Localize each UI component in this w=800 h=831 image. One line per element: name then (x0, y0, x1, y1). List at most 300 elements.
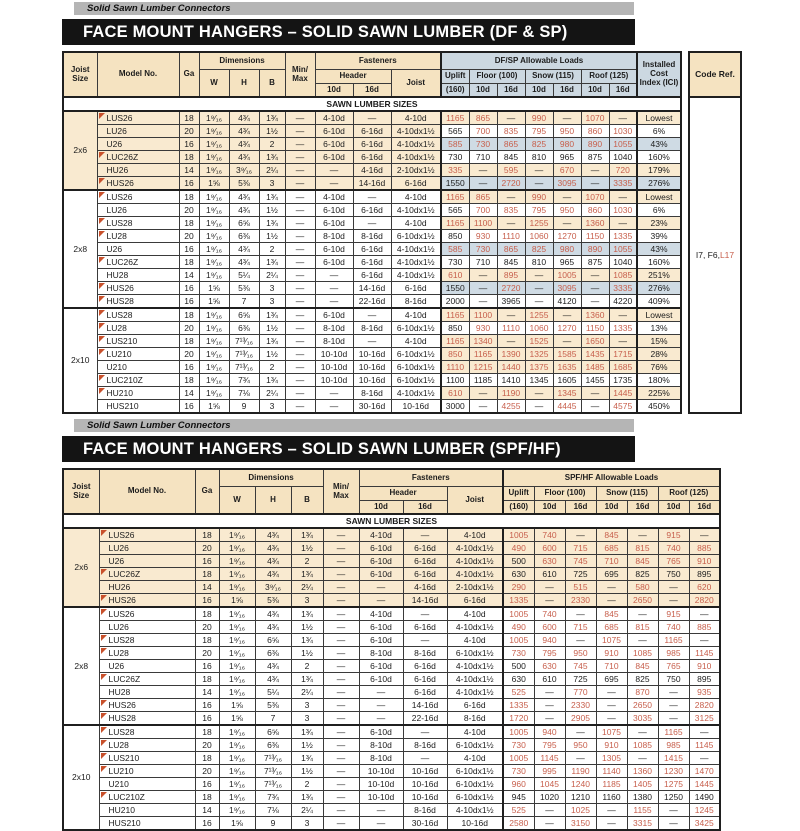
cell-width: 1⁹⁄₁₆ (199, 138, 229, 151)
cell-load-value: 950 (553, 125, 581, 138)
col-header-uplift-160: (160) (503, 501, 534, 515)
cell-model-no: LU26 (97, 125, 179, 138)
cell-height: 5¼ (255, 686, 291, 699)
cell-ga: 16 (195, 594, 219, 608)
code-ref-column (688, 51, 742, 414)
cell-load-value: 930 (469, 230, 497, 243)
col-header-floor-100: Floor (100) (469, 70, 525, 84)
cell-header-16d: 4-16d (403, 581, 447, 594)
cell-load-value: — (609, 217, 637, 230)
cell-load-value: 585 (441, 243, 469, 256)
cell-load-value: 490 (503, 542, 534, 555)
table-row (63, 607, 720, 621)
table-row (63, 594, 720, 608)
table-row (63, 269, 681, 282)
cell-ga: 18 (179, 256, 199, 269)
cell-header-10d: — (359, 699, 403, 712)
cell-load-value: 895 (497, 269, 525, 282)
cell-load-value: — (609, 335, 637, 348)
cell-load-value: — (469, 269, 497, 282)
new-product-flag-icon (99, 192, 105, 198)
cell-header-16d: 8-16d (353, 322, 391, 335)
col-header-dimensions: Dimensions (219, 469, 323, 487)
cell-load-value: 1070 (581, 111, 609, 125)
cell-height: 7¹³⁄₁₆ (255, 765, 291, 778)
cell-header-16d: 8-16d (403, 739, 447, 752)
cell-height: 4¾ (255, 673, 291, 686)
cell-load-value: — (565, 528, 596, 542)
cell-load-value: 810 (525, 256, 553, 269)
cell-seat: 1½ (291, 647, 323, 660)
cell-load-value: 910 (689, 555, 720, 568)
cell-load-value: — (525, 387, 553, 400)
cell-min-max: — (285, 151, 315, 164)
cell-height: 4¾ (229, 111, 259, 125)
cell-load-value: 895 (689, 568, 720, 581)
cell-joist-nails: 4-10d (391, 111, 441, 125)
cell-ga: 18 (195, 673, 219, 686)
cell-height: 4¾ (229, 204, 259, 217)
cell-min-max: — (323, 686, 359, 699)
cell-cost-index: 23% (637, 217, 681, 230)
cell-load-value: 1055 (609, 243, 637, 256)
table-row (63, 621, 720, 634)
cell-load-value: 1340 (469, 335, 497, 348)
cell-min-max: — (285, 243, 315, 256)
table-row (63, 151, 681, 164)
cell-load-value: 1715 (609, 348, 637, 361)
cell-load-value: 1085 (627, 739, 658, 752)
cell-ga: 16 (179, 400, 199, 414)
cell-ga: 16 (195, 712, 219, 726)
cell-load-value: 1060 (525, 322, 553, 335)
cell-load-value: — (497, 111, 525, 125)
cell-width: 1⅝ (199, 177, 229, 191)
cell-load-value: — (658, 817, 689, 831)
cell-load-value: — (627, 752, 658, 765)
cell-load-value: — (596, 594, 627, 608)
cell-load-value: 1075 (596, 634, 627, 647)
cell-ga: 20 (179, 125, 199, 138)
cell-ga: 16 (179, 138, 199, 151)
cell-joist-nails: 4-10d (391, 217, 441, 230)
cell-cost-index: 450% (637, 400, 681, 414)
cell-model-no: HU28 (99, 686, 195, 699)
cell-min-max: — (323, 673, 359, 686)
cell-header-10d: — (315, 295, 353, 309)
cell-load-value: 1165 (658, 634, 689, 647)
cell-load-value: — (581, 400, 609, 414)
col-header-installed-cost-index: Installed Cost Index (ICI) (637, 52, 681, 97)
table-row (63, 374, 681, 387)
col-header-header-nails: Header (359, 487, 447, 501)
cell-header-10d: 10-10d (359, 765, 403, 778)
col-header-w: W (219, 487, 255, 515)
cell-joist-nails: 6-16d (391, 177, 441, 191)
cell-seat: 2 (259, 243, 285, 256)
cell-ga: 14 (179, 269, 199, 282)
cell-load-value: 1550 (441, 177, 469, 191)
cell-load-value: 1470 (689, 765, 720, 778)
cell-header-16d: 14-16d (403, 594, 447, 608)
col-header-roof-16d: 16d (609, 84, 637, 98)
cell-header-16d: 8-16d (403, 647, 447, 660)
cell-load-value: 710 (469, 151, 497, 164)
cell-load-value: 885 (689, 542, 720, 555)
cell-min-max: — (323, 778, 359, 791)
cell-height: 7¹³⁄₁₆ (255, 778, 291, 791)
cell-joist-nails: 4-10dx1½ (447, 621, 503, 634)
cell-header-16d: 10-16d (403, 778, 447, 791)
cell-width: 1⁹⁄₁₆ (219, 528, 255, 542)
cell-model-no: HU210 (99, 804, 195, 817)
cell-load-value: 1255 (525, 308, 553, 322)
col-header-h: H (229, 70, 259, 98)
cell-load-value: 1005 (553, 269, 581, 282)
cell-load-value: — (627, 725, 658, 739)
cell-header-16d: 14-16d (403, 699, 447, 712)
cell-header-16d: 6-16d (353, 125, 391, 138)
cell-model-no: HUS210 (97, 400, 179, 414)
cell-ga: 20 (179, 204, 199, 217)
cell-width: 1⅝ (219, 594, 255, 608)
cell-ga: 18 (179, 151, 199, 164)
cell-width: 1⁹⁄₁₆ (199, 125, 229, 138)
cell-header-10d: — (359, 804, 403, 817)
cell-load-value: 3425 (689, 817, 720, 831)
cell-header-10d: — (359, 594, 403, 608)
cell-load-value: 825 (525, 138, 553, 151)
cell-load-value: 1085 (609, 269, 637, 282)
cell-model-no: LU28 (97, 322, 179, 335)
cell-width: 1⅝ (219, 817, 255, 831)
cell-ga: 16 (195, 817, 219, 831)
cell-load-value: 730 (503, 647, 534, 660)
cell-load-value: 730 (503, 765, 534, 778)
cell-load-value: — (497, 217, 525, 230)
table-header (63, 52, 681, 97)
cell-height: 7¹³⁄₁₆ (229, 348, 259, 361)
cell-min-max: — (323, 739, 359, 752)
cell-cost-index: Lowest (637, 190, 681, 204)
cell-load-value: 725 (565, 673, 596, 686)
cell-width: 1⁹⁄₁₆ (219, 621, 255, 634)
cell-load-value: 1345 (553, 387, 581, 400)
cell-cost-index: 6% (637, 204, 681, 217)
col-header-snow-115: Snow (115) (596, 487, 658, 501)
cell-min-max: — (285, 308, 315, 322)
cell-joist-nails: 4-10d (391, 335, 441, 348)
cell-load-value: 795 (525, 204, 553, 217)
cell-seat: 2¼ (291, 581, 323, 594)
cell-load-value: 2720 (497, 282, 525, 295)
col-header-min-max: Min/ Max (285, 52, 315, 97)
cell-load-value: 935 (689, 686, 720, 699)
cell-load-value: 525 (503, 686, 534, 699)
cell-model-no: LUS26 (97, 111, 179, 125)
col-header-snow-16d: 16d (627, 501, 658, 515)
cell-min-max: — (323, 528, 359, 542)
cell-width: 1⁹⁄₁₆ (219, 765, 255, 778)
cell-header-10d: 8-10d (315, 335, 353, 348)
cell-header-16d: — (353, 217, 391, 230)
cell-load-value: 630 (534, 660, 565, 673)
cell-load-value: — (553, 335, 581, 348)
cell-seat: 2 (259, 361, 285, 374)
cell-load-value: — (553, 190, 581, 204)
cell-load-value: 940 (534, 725, 565, 739)
cell-min-max: — (285, 322, 315, 335)
cell-load-value: 3965 (497, 295, 525, 309)
cell-load-value: 985 (658, 739, 689, 752)
cell-load-value: 4120 (553, 295, 581, 309)
cell-load-value: 1005 (503, 607, 534, 621)
cell-load-value: 990 (525, 111, 553, 125)
cell-load-value: 850 (441, 348, 469, 361)
table-row (63, 348, 681, 361)
table-row (63, 739, 720, 752)
cell-ga: 16 (195, 555, 219, 568)
table-row (63, 125, 681, 138)
sawn-lumber-sizes-row (63, 514, 720, 528)
table-row (63, 542, 720, 555)
cell-width: 1⅝ (199, 295, 229, 309)
cell-load-value: — (565, 725, 596, 739)
cell-min-max: — (285, 164, 315, 177)
col-header-floor-100: Floor (100) (534, 487, 596, 501)
cell-load-value: 850 (441, 230, 469, 243)
table-row (63, 400, 681, 414)
cell-load-value: 890 (581, 138, 609, 151)
cell-height: 4¾ (255, 528, 291, 542)
table-header (63, 469, 720, 514)
cell-min-max: — (285, 400, 315, 414)
table-row (63, 243, 681, 256)
cell-seat: 1½ (291, 542, 323, 555)
cell-min-max: — (323, 647, 359, 660)
col-header-snow-10d: 10d (525, 84, 553, 98)
cell-load-value: 1145 (689, 739, 720, 752)
cell-joist-nails: 4-10d (447, 607, 503, 621)
cell-min-max: — (285, 204, 315, 217)
joist-size-label: 2x8 (63, 190, 97, 308)
cell-model-no: U26 (99, 660, 195, 673)
cell-width: 1⁹⁄₁₆ (219, 791, 255, 804)
cell-load-value: 1185 (469, 374, 497, 387)
cell-load-value: 1190 (497, 387, 525, 400)
col-header-uplift: Uplift (503, 487, 534, 501)
cell-ga: 18 (179, 374, 199, 387)
col-header-uplift: Uplift (441, 70, 469, 84)
table-row (63, 555, 720, 568)
cell-joist-nails: 4-10dx1½ (447, 555, 503, 568)
cell-load-value: 695 (596, 673, 627, 686)
cell-header-16d: 8-16d (353, 387, 391, 400)
cell-load-value: 740 (534, 528, 565, 542)
cell-load-value: 2820 (689, 594, 720, 608)
cell-model-no: LU210 (99, 765, 195, 778)
cell-model-no: LUS28 (99, 634, 195, 647)
cell-joist-nails: 4-10d (447, 725, 503, 739)
cell-model-no: LU26 (97, 204, 179, 217)
cell-min-max: — (285, 111, 315, 125)
cell-cost-index: 28% (637, 348, 681, 361)
cell-load-value: 4445 (553, 400, 581, 414)
cell-min-max: — (285, 177, 315, 191)
cell-load-value: — (658, 594, 689, 608)
table-row (63, 190, 681, 204)
new-product-flag-icon (101, 530, 107, 536)
cell-width: 1⁹⁄₁₆ (199, 387, 229, 400)
cell-load-value: 3335 (609, 282, 637, 295)
table-row (63, 164, 681, 177)
cell-load-value: — (553, 308, 581, 322)
new-product-flag-icon (99, 113, 105, 119)
cell-cost-index: 160% (637, 256, 681, 269)
cell-seat: 1¾ (259, 335, 285, 348)
cell-min-max: — (285, 335, 315, 348)
cell-joist-nails: 6-10dx1½ (447, 791, 503, 804)
table-row (63, 568, 720, 581)
cell-header-10d: 10-10d (315, 374, 353, 387)
col-header-roof-10d: 10d (658, 501, 689, 515)
cell-height: 9 (255, 817, 291, 831)
cell-load-value: 1030 (609, 125, 637, 138)
cell-cost-index: 276% (637, 177, 681, 191)
joist-size-label: 2x10 (63, 725, 99, 830)
cell-seat: 1¾ (259, 256, 285, 269)
cell-load-value: — (525, 400, 553, 414)
cell-min-max: — (323, 594, 359, 608)
cell-model-no: LU28 (99, 647, 195, 660)
table-row (63, 528, 720, 542)
cell-load-value: — (534, 594, 565, 608)
cell-load-value: 1100 (469, 217, 497, 230)
new-product-flag-icon (99, 349, 105, 355)
cell-load-value: 950 (565, 647, 596, 660)
cell-height: 3⁹⁄₁₆ (255, 581, 291, 594)
cell-header-10d: 4-10d (315, 190, 353, 204)
cell-model-no: U26 (97, 243, 179, 256)
cell-height: 6⅜ (229, 230, 259, 243)
cell-load-value: — (689, 528, 720, 542)
cell-min-max: — (323, 699, 359, 712)
cell-load-value: 1270 (553, 230, 581, 243)
cell-seat: 2 (291, 555, 323, 568)
cell-load-value: 865 (469, 111, 497, 125)
cell-width: 1⅝ (219, 699, 255, 712)
cell-header-16d: 6-16d (403, 542, 447, 555)
cell-seat: 1½ (291, 739, 323, 752)
cell-load-value: 1650 (581, 335, 609, 348)
col-header-joist-size: Joist Size (63, 52, 97, 97)
cell-header-16d: 22-16d (353, 295, 391, 309)
cell-cost-index: 225% (637, 387, 681, 400)
new-product-flag-icon (101, 713, 107, 719)
cell-seat: 1¾ (291, 673, 323, 686)
cell-ga: 18 (195, 607, 219, 621)
cell-load-value: — (525, 164, 553, 177)
cell-load-value: 2330 (565, 594, 596, 608)
cell-joist-nails: 6-16d (447, 699, 503, 712)
cell-cost-index: 180% (637, 374, 681, 387)
cell-model-no: HUS26 (97, 177, 179, 191)
cell-joist-nails: 6-10dx1½ (447, 739, 503, 752)
cell-load-value: 1165 (441, 335, 469, 348)
cell-load-value: 610 (534, 568, 565, 581)
table-row (63, 295, 681, 309)
cell-load-value: 870 (627, 686, 658, 699)
joist-size-label: 2x6 (63, 111, 97, 190)
cell-load-value: 750 (658, 568, 689, 581)
cell-load-value: 1375 (525, 361, 553, 374)
cell-ga: 18 (195, 752, 219, 765)
cell-seat: 2¼ (259, 269, 285, 282)
cell-joist-nails: 10-16d (391, 400, 441, 414)
cell-load-value: 1435 (581, 348, 609, 361)
cell-load-value: — (609, 190, 637, 204)
cell-height: 4¾ (255, 660, 291, 673)
cell-model-no: LUS26 (99, 607, 195, 621)
cell-load-value: 835 (497, 204, 525, 217)
cell-load-value: 1345 (525, 374, 553, 387)
cell-header-10d: — (315, 164, 353, 177)
cell-load-value: 1210 (565, 791, 596, 804)
col-header-snow-10d: 10d (596, 501, 627, 515)
cell-height: 4¾ (229, 138, 259, 151)
cell-joist-nails: 6-10dx1½ (391, 361, 441, 374)
cell-height: 4¾ (255, 542, 291, 555)
cell-min-max: — (285, 374, 315, 387)
cell-header-10d: — (315, 177, 353, 191)
cell-model-no: LUC26Z (97, 256, 179, 269)
cell-height: 5¼ (229, 269, 259, 282)
col-header-ga: Ga (179, 52, 199, 97)
cell-header-16d: — (353, 308, 391, 322)
cell-load-value: 1155 (627, 804, 658, 817)
new-product-flag-icon (101, 595, 107, 601)
cell-header-16d: — (353, 335, 391, 348)
cell-height: 4¾ (255, 607, 291, 621)
cell-load-value: 2820 (689, 699, 720, 712)
cell-header-10d: — (315, 282, 353, 295)
cell-cost-index: 276% (637, 282, 681, 295)
table-row (63, 765, 720, 778)
cell-joist-nails: 6-10dx1½ (447, 778, 503, 791)
cell-load-value: 1230 (658, 765, 689, 778)
cell-seat: 3 (259, 295, 285, 309)
cell-load-value: — (469, 400, 497, 414)
cell-load-value: — (534, 581, 565, 594)
cell-width: 1⁹⁄₁₆ (219, 607, 255, 621)
table-row (63, 686, 720, 699)
cell-min-max: — (285, 230, 315, 243)
cell-load-value: 630 (503, 568, 534, 581)
col-header-floor-16d: 16d (497, 84, 525, 98)
col-header-header-10d: 10d (315, 84, 353, 98)
cell-load-value: 670 (553, 164, 581, 177)
cell-load-value: 1150 (581, 322, 609, 335)
cell-seat: 1¾ (259, 190, 285, 204)
cell-seat: 1½ (259, 204, 285, 217)
cell-ga: 20 (195, 765, 219, 778)
cell-header-10d: 8-10d (359, 647, 403, 660)
cell-min-max: — (285, 348, 315, 361)
cell-load-value: 745 (565, 660, 596, 673)
cell-seat: 3 (291, 817, 323, 831)
cell-load-value: 1040 (609, 151, 637, 164)
cell-width: 1⅝ (199, 282, 229, 295)
